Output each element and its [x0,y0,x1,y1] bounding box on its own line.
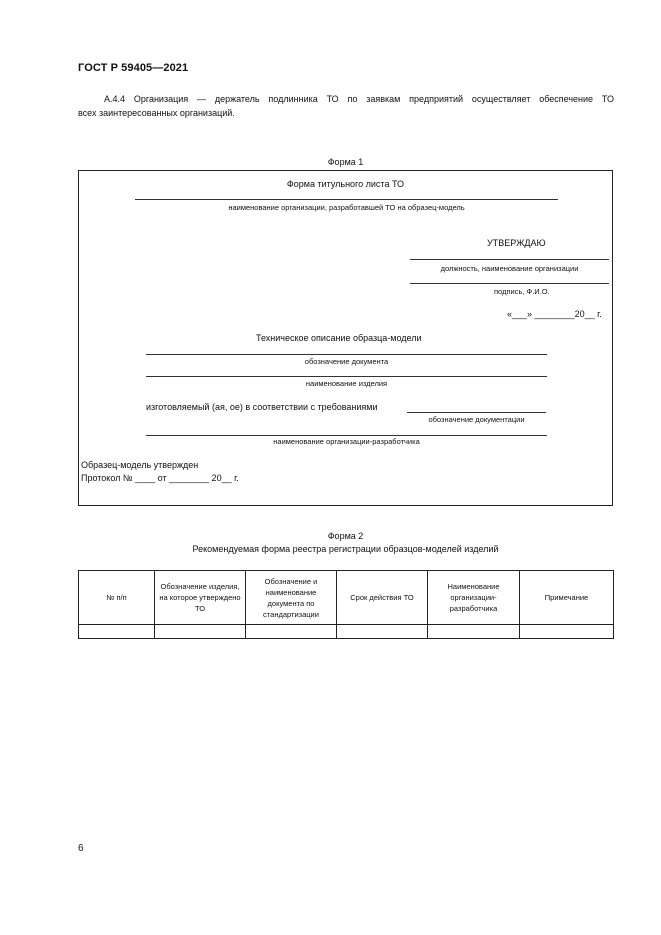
registry-table [78,570,614,639]
paragraph-a44 [78,92,614,120]
paragraph-line-2: всех заинтересованных организаций. [78,108,235,118]
table-cell [428,625,520,639]
document-standard-header: ГОСТ Р 59405—2021 [78,62,189,74]
signature-line [410,283,609,284]
form1-title: Форма титульного листа ТО [286,179,405,189]
table-row [79,625,614,639]
approve-heading: УТВЕРЖДАЮ [487,238,546,248]
page-number: 6 [78,843,84,854]
doc-requirements-caption: обозначение документации [428,415,525,424]
tech-description-title: Техническое описание образца-модели [256,333,422,343]
column-header-product-designation: Обозначение изделия, на которое утверждено ТО [155,571,246,625]
table-cell [520,625,614,639]
form2-label: Форма 2 [327,531,364,541]
developer-caption: наименование организации-разработчика [273,437,420,446]
org-name-caption: наименование организации, разработавшей ТО на образец-модель [228,203,465,212]
form2-title: Рекомендуемая форма реестра регистрации образцов-моделей изделий [192,544,499,554]
position-line [410,259,609,260]
form1-label: Форма 1 [327,157,364,167]
position-caption: должность, наименование организации [440,264,579,273]
developer-line [146,435,547,436]
column-header-note: Примечание [520,571,614,625]
signature-caption: подпись, Ф.И.О. [494,287,550,296]
product-name-caption: наименование изделия [305,379,388,388]
table-header-row [79,571,614,625]
product-name-line [146,376,547,377]
table-cell [246,625,337,639]
doc-requirements-line [407,412,546,413]
column-header-standard-document: Обозначение и наименование документа по стандартизации [246,571,337,625]
column-header-number: № п/п [79,571,155,625]
protocol-line: Протокол № ____ от ________ 20__ г. [81,473,239,483]
table-cell [337,625,428,639]
column-header-developer: Наименование организации-разработчика [428,571,520,625]
table-cell [155,625,246,639]
column-header-validity: Срок действия ТО [337,571,428,625]
table-cell [79,625,155,639]
approval-date-line: «___» ________20__ г. [507,309,602,319]
paragraph-line-1: А.4.4 Организация — держатель подлинника ТО по заявкам предприятий осуществляет обеспечение ТО [104,94,614,104]
manufactured-text: изготовляемый (ая, ое) в соответствии с требованиями [146,402,378,412]
org-name-line [135,199,558,200]
approved-line: Образец-модель утвержден [81,460,199,470]
doc-designation-line [146,354,547,355]
doc-designation-caption: обозначение документа [304,357,389,366]
